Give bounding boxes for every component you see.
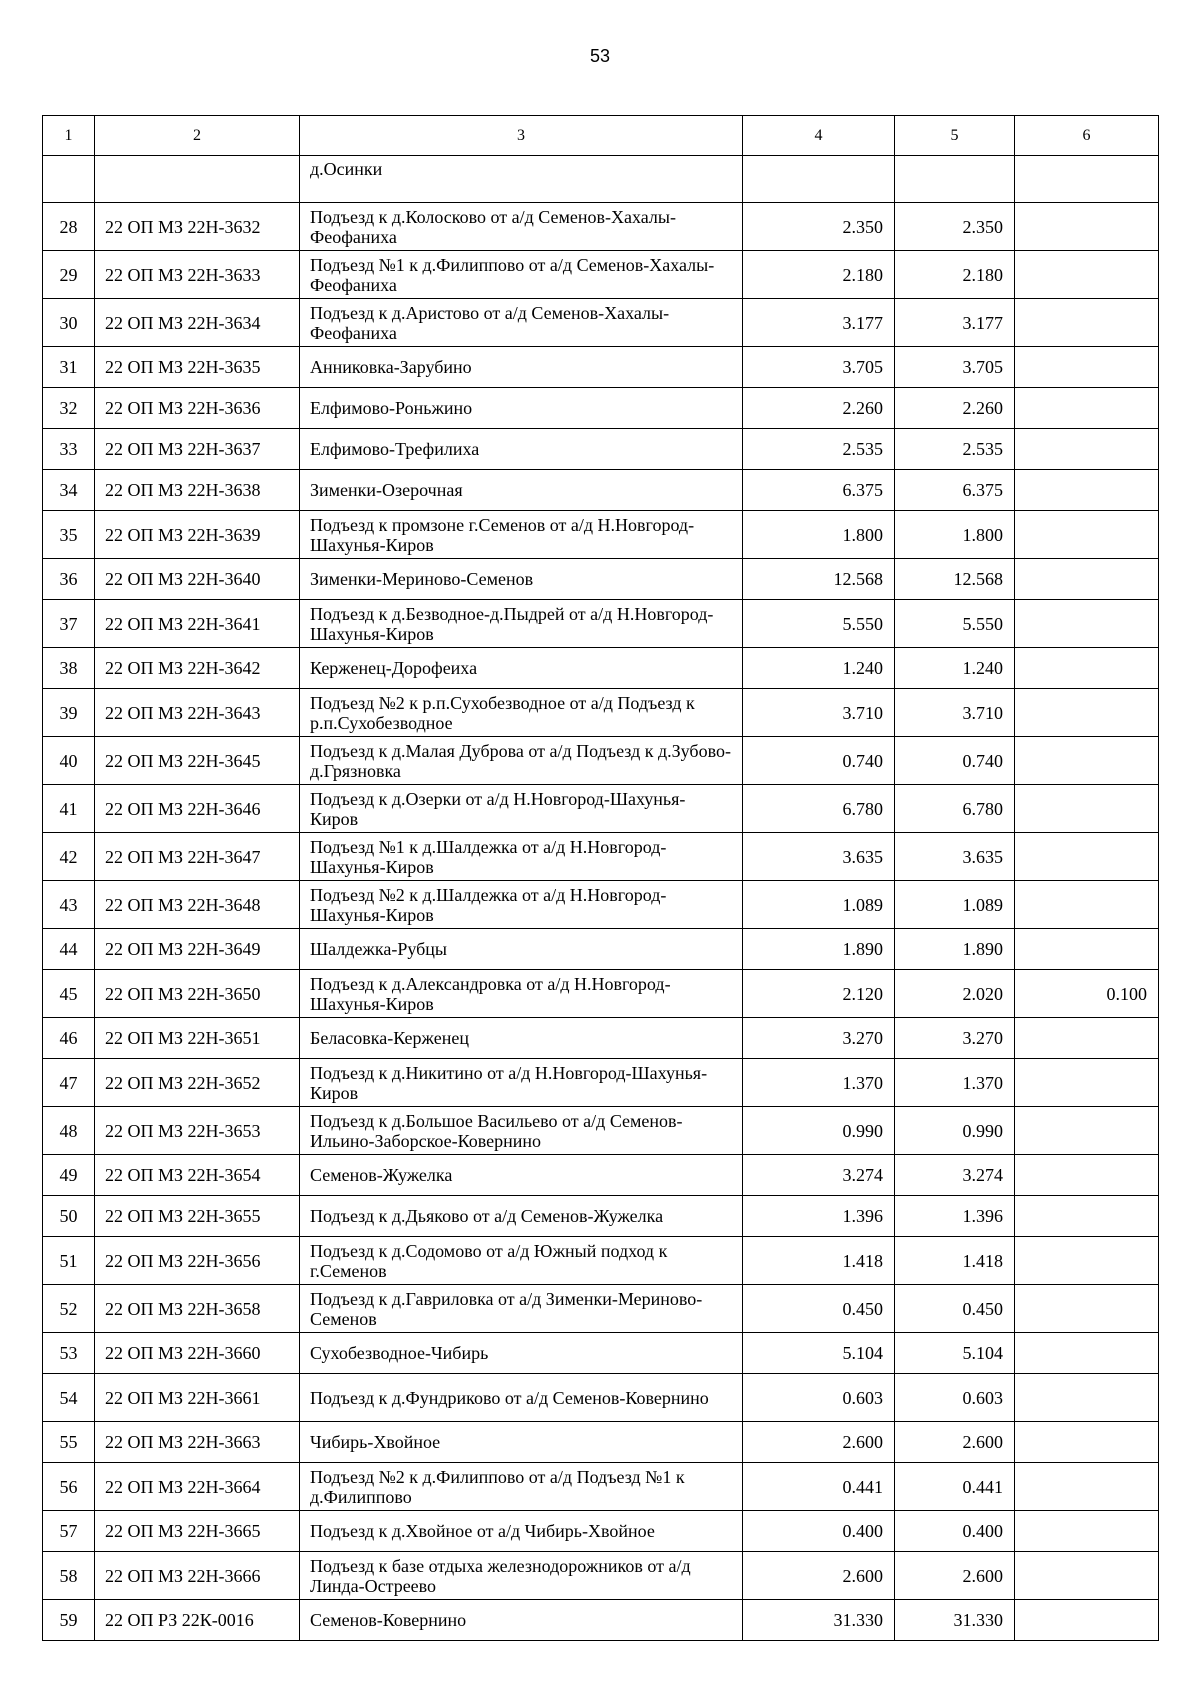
cell-length-6 bbox=[1015, 388, 1159, 429]
cell-length-total: 2.600 bbox=[743, 1422, 895, 1463]
cell-number: 54 bbox=[43, 1374, 95, 1422]
cell-number: 47 bbox=[43, 1059, 95, 1107]
cell-number: 42 bbox=[43, 833, 95, 881]
cell-road-code: 22 ОП МЗ 22Н-3665 bbox=[95, 1511, 300, 1552]
cell-road-code: 22 ОП МЗ 22Н-3632 bbox=[95, 203, 300, 251]
cell-length-6 bbox=[1015, 1237, 1159, 1285]
cell-number: 57 bbox=[43, 1511, 95, 1552]
table-row bbox=[43, 1333, 1159, 1374]
page-number: 53 bbox=[589, 46, 611, 66]
cell-number: 53 bbox=[43, 1333, 95, 1374]
cell-length-5: 0.400 bbox=[895, 1511, 1015, 1552]
cell-road-name: Семенов-Ковернино bbox=[300, 1600, 743, 1641]
table-row bbox=[43, 1285, 1159, 1333]
table-row bbox=[43, 737, 1159, 785]
cell-empty bbox=[895, 156, 1015, 203]
cell-road-code: 22 ОП МЗ 22Н-3641 bbox=[95, 600, 300, 648]
table-row bbox=[43, 929, 1159, 970]
cell-number: 33 bbox=[43, 429, 95, 470]
cell-road-code: 22 ОП МЗ 22Н-3650 bbox=[95, 970, 300, 1018]
cell-road-name: Подъезд к д.Никитино от а/д Н.Новгород-Шахунья-Киров bbox=[300, 1059, 743, 1107]
cell-length-total: 1.890 bbox=[743, 929, 895, 970]
cell-length-total: 0.441 bbox=[743, 1463, 895, 1511]
cell-length-total: 2.350 bbox=[743, 203, 895, 251]
cell-number: 40 bbox=[43, 737, 95, 785]
cell-road-name: Зименки-Мериново-Семенов bbox=[300, 559, 743, 600]
cell-length-total: 31.330 bbox=[743, 1600, 895, 1641]
cell-number: 28 bbox=[43, 203, 95, 251]
table-row bbox=[43, 347, 1159, 388]
cell-number: 35 bbox=[43, 511, 95, 559]
cell-length-5: 1.370 bbox=[895, 1059, 1015, 1107]
cell-length-5: 2.020 bbox=[895, 970, 1015, 1018]
cell-road-code: 22 ОП МЗ 22Н-3646 bbox=[95, 785, 300, 833]
cell-length-6 bbox=[1015, 1600, 1159, 1641]
cell-number: 51 bbox=[43, 1237, 95, 1285]
table-row bbox=[43, 1155, 1159, 1196]
cell-length-total: 1.240 bbox=[743, 648, 895, 689]
cell-road-name: Керженец-Дорофеиха bbox=[300, 648, 743, 689]
cell-length-6 bbox=[1015, 881, 1159, 929]
cell-number: 32 bbox=[43, 388, 95, 429]
cell-number: 52 bbox=[43, 1285, 95, 1333]
cell-length-6 bbox=[1015, 600, 1159, 648]
cell-number: 38 bbox=[43, 648, 95, 689]
cell-road-name: Анниковка-Зарубино bbox=[300, 347, 743, 388]
cell-road-name: Подъезд к д.Содомово от а/д Южный подход к г.Семенов bbox=[300, 1237, 743, 1285]
cell-length-6 bbox=[1015, 470, 1159, 511]
cell-empty bbox=[1015, 156, 1159, 203]
cell-road-name: Подъезд к д.Озерки от а/д Н.Новгород-Шахунья-Киров bbox=[300, 785, 743, 833]
cell-length-6 bbox=[1015, 737, 1159, 785]
cell-road-code: 22 ОП МЗ 22Н-3635 bbox=[95, 347, 300, 388]
cell-length-5: 3.635 bbox=[895, 833, 1015, 881]
cell-road-code: 22 ОП МЗ 22Н-3636 bbox=[95, 388, 300, 429]
table-row bbox=[43, 970, 1159, 1018]
cell-number: 29 bbox=[43, 251, 95, 299]
cell-number: 45 bbox=[43, 970, 95, 1018]
cell-length-total: 2.120 bbox=[743, 970, 895, 1018]
cell-length-6 bbox=[1015, 559, 1159, 600]
cell-length-total: 5.550 bbox=[743, 600, 895, 648]
cell-length-total: 2.535 bbox=[743, 429, 895, 470]
cell-length-5: 2.535 bbox=[895, 429, 1015, 470]
cell-road-name: Подъезд к д.Гавриловка от а/д Зименки-Мериново-Семенов bbox=[300, 1285, 743, 1333]
cell-length-total: 0.603 bbox=[743, 1374, 895, 1422]
table-row bbox=[43, 251, 1159, 299]
table-row bbox=[43, 203, 1159, 251]
cell-road-code: 22 ОП МЗ 22Н-3648 bbox=[95, 881, 300, 929]
cell-number: 31 bbox=[43, 347, 95, 388]
cell-length-total: 0.740 bbox=[743, 737, 895, 785]
cell-length-total: 5.104 bbox=[743, 1333, 895, 1374]
table-row bbox=[43, 1196, 1159, 1237]
cell-length-6 bbox=[1015, 648, 1159, 689]
cell-length-6 bbox=[1015, 1374, 1159, 1422]
cell-number: 34 bbox=[43, 470, 95, 511]
cell-number: 44 bbox=[43, 929, 95, 970]
table-row bbox=[43, 600, 1159, 648]
cell-length-total: 0.400 bbox=[743, 1511, 895, 1552]
cell-length-5: 5.104 bbox=[895, 1333, 1015, 1374]
cell-road-code: 22 ОП МЗ 22Н-3638 bbox=[95, 470, 300, 511]
cell-number: 55 bbox=[43, 1422, 95, 1463]
cell-length-6 bbox=[1015, 689, 1159, 737]
table-row bbox=[43, 1374, 1159, 1422]
table-row bbox=[43, 785, 1159, 833]
cell-road-name: Подъезд к д.Большое Васильево от а/д Семенов-Ильино-Заборское-Ковернино bbox=[300, 1107, 743, 1155]
cell-number: 48 bbox=[43, 1107, 95, 1155]
cell-road-code: 22 ОП РЗ 22К-0016 bbox=[95, 1600, 300, 1641]
cell-length-total: 3.274 bbox=[743, 1155, 895, 1196]
table-row bbox=[43, 1463, 1159, 1511]
cell-length-6 bbox=[1015, 1155, 1159, 1196]
cell-road-name: Подъезд к д.Колосково от а/д Семенов-Хахалы-Феофаниха bbox=[300, 203, 743, 251]
table-row bbox=[43, 1107, 1159, 1155]
cell-length-5: 0.990 bbox=[895, 1107, 1015, 1155]
cell-road-name: Елфимово-Трефилиха bbox=[300, 429, 743, 470]
cell-length-5: 2.600 bbox=[895, 1552, 1015, 1600]
cell-road-code: 22 ОП МЗ 22Н-3634 bbox=[95, 299, 300, 347]
cell-length-5: 1.240 bbox=[895, 648, 1015, 689]
cell-road-name: д.Осинки bbox=[300, 156, 743, 203]
cell-length-5: 6.780 bbox=[895, 785, 1015, 833]
cell-road-name: Подъезд к д.Малая Дуброва от а/д Подъезд к д.Зубово-д.Грязновка bbox=[300, 737, 743, 785]
header-cell: 4 bbox=[743, 116, 895, 156]
cell-length-6 bbox=[1015, 785, 1159, 833]
cell-length-6 bbox=[1015, 203, 1159, 251]
cell-road-code: 22 ОП МЗ 22Н-3656 bbox=[95, 1237, 300, 1285]
cell-road-code: 22 ОП МЗ 22Н-3658 bbox=[95, 1285, 300, 1333]
cell-road-code: 22 ОП МЗ 22Н-3660 bbox=[95, 1333, 300, 1374]
cell-number: 41 bbox=[43, 785, 95, 833]
cell-length-5: 2.260 bbox=[895, 388, 1015, 429]
cell-length-total: 3.635 bbox=[743, 833, 895, 881]
table-row bbox=[43, 1018, 1159, 1059]
header-cell: 2 bbox=[95, 116, 300, 156]
cell-road-name: Подъезд к д.Александровка от а/д Н.Новгород-Шахунья-Киров bbox=[300, 970, 743, 1018]
continuation-row bbox=[43, 156, 1159, 203]
cell-road-code: 22 ОП МЗ 22Н-3645 bbox=[95, 737, 300, 785]
roads-table bbox=[42, 115, 1159, 1641]
cell-length-6 bbox=[1015, 1018, 1159, 1059]
table-row bbox=[43, 388, 1159, 429]
cell-road-name: Подъезд к промзоне г.Семенов от а/д Н.Новгород-Шахунья-Киров bbox=[300, 511, 743, 559]
cell-length-total: 6.780 bbox=[743, 785, 895, 833]
cell-length-6 bbox=[1015, 1422, 1159, 1463]
cell-length-6 bbox=[1015, 1463, 1159, 1511]
cell-length-5: 3.710 bbox=[895, 689, 1015, 737]
cell-length-6 bbox=[1015, 299, 1159, 347]
cell-number: 43 bbox=[43, 881, 95, 929]
cell-road-name: Зименки-Озерочная bbox=[300, 470, 743, 511]
cell-length-total: 3.177 bbox=[743, 299, 895, 347]
cell-road-name: Подъезд к д.Фундриково от а/д Семенов-Ковернино bbox=[300, 1374, 743, 1422]
cell-number: 58 bbox=[43, 1552, 95, 1600]
cell-length-5: 2.350 bbox=[895, 203, 1015, 251]
cell-road-name: Подъезд к базе отдыха железнодорожников от а/д Линда-Остреево bbox=[300, 1552, 743, 1600]
cell-number: 49 bbox=[43, 1155, 95, 1196]
cell-length-6 bbox=[1015, 429, 1159, 470]
cell-length-5: 0.740 bbox=[895, 737, 1015, 785]
cell-length-6 bbox=[1015, 347, 1159, 388]
cell-length-6 bbox=[1015, 1196, 1159, 1237]
cell-road-code: 22 ОП МЗ 22Н-3652 bbox=[95, 1059, 300, 1107]
cell-length-6: 0.100 bbox=[1015, 970, 1159, 1018]
cell-length-5: 3.705 bbox=[895, 347, 1015, 388]
cell-length-total: 2.260 bbox=[743, 388, 895, 429]
cell-number: 39 bbox=[43, 689, 95, 737]
cell-length-total: 1.089 bbox=[743, 881, 895, 929]
cell-length-total: 2.600 bbox=[743, 1552, 895, 1600]
table-row bbox=[43, 1059, 1159, 1107]
cell-road-code: 22 ОП МЗ 22Н-3649 bbox=[95, 929, 300, 970]
cell-road-code: 22 ОП МЗ 22Н-3642 bbox=[95, 648, 300, 689]
cell-length-6 bbox=[1015, 833, 1159, 881]
cell-road-name: Елфимово-Роньжино bbox=[300, 388, 743, 429]
table-row bbox=[43, 648, 1159, 689]
cell-length-total: 0.990 bbox=[743, 1107, 895, 1155]
table-row bbox=[43, 1552, 1159, 1600]
cell-length-5: 3.177 bbox=[895, 299, 1015, 347]
cell-length-total: 2.180 bbox=[743, 251, 895, 299]
header-cell: 3 bbox=[300, 116, 743, 156]
cell-length-5: 1.396 bbox=[895, 1196, 1015, 1237]
cell-length-5: 1.089 bbox=[895, 881, 1015, 929]
table-row bbox=[43, 689, 1159, 737]
table-row bbox=[43, 1600, 1159, 1641]
table-row bbox=[43, 1511, 1159, 1552]
cell-empty bbox=[95, 156, 300, 203]
cell-number: 56 bbox=[43, 1463, 95, 1511]
cell-length-total: 3.270 bbox=[743, 1018, 895, 1059]
cell-length-6 bbox=[1015, 1552, 1159, 1600]
cell-road-code: 22 ОП МЗ 22Н-3647 bbox=[95, 833, 300, 881]
cell-road-code: 22 ОП МЗ 22Н-3651 bbox=[95, 1018, 300, 1059]
cell-road-code: 22 ОП МЗ 22Н-3655 bbox=[95, 1196, 300, 1237]
cell-road-name: Подъезд №1 к д.Шалдежка от а/д Н.Новгород-Шахунья-Киров bbox=[300, 833, 743, 881]
cell-length-6 bbox=[1015, 251, 1159, 299]
cell-road-code: 22 ОП МЗ 22Н-3663 bbox=[95, 1422, 300, 1463]
table-row bbox=[43, 299, 1159, 347]
cell-road-name: Подъезд к д.Хвойное от а/д Чибирь-Хвойное bbox=[300, 1511, 743, 1552]
cell-road-code: 22 ОП МЗ 22Н-3666 bbox=[95, 1552, 300, 1600]
cell-road-code: 22 ОП МЗ 22Н-3633 bbox=[95, 251, 300, 299]
cell-road-name: Беласовка-Керженец bbox=[300, 1018, 743, 1059]
cell-length-5: 1.800 bbox=[895, 511, 1015, 559]
cell-number: 30 bbox=[43, 299, 95, 347]
cell-road-name: Шалдежка-Рубцы bbox=[300, 929, 743, 970]
cell-length-6 bbox=[1015, 929, 1159, 970]
cell-length-5: 6.375 bbox=[895, 470, 1015, 511]
cell-road-name: Подъезд №1 к д.Филиппово от а/д Семенов-Хахалы-Феофаниха bbox=[300, 251, 743, 299]
cell-empty bbox=[743, 156, 895, 203]
cell-number: 36 bbox=[43, 559, 95, 600]
cell-number: 50 bbox=[43, 1196, 95, 1237]
header-cell: 6 bbox=[1015, 116, 1159, 156]
table-row bbox=[43, 511, 1159, 559]
cell-road-name: Чибирь-Хвойное bbox=[300, 1422, 743, 1463]
cell-number: 37 bbox=[43, 600, 95, 648]
cell-road-code: 22 ОП МЗ 22Н-3639 bbox=[95, 511, 300, 559]
cell-length-6 bbox=[1015, 1107, 1159, 1155]
cell-length-total: 3.710 bbox=[743, 689, 895, 737]
table-row bbox=[43, 881, 1159, 929]
cell-length-5: 1.418 bbox=[895, 1237, 1015, 1285]
cell-length-5: 2.180 bbox=[895, 251, 1015, 299]
cell-road-name: Подъезд к д.Безводное-д.Пыдрей от а/д Н.Новгород-Шахунья-Киров bbox=[300, 600, 743, 648]
cell-length-5: 31.330 bbox=[895, 1600, 1015, 1641]
cell-length-6 bbox=[1015, 1511, 1159, 1552]
cell-length-total: 1.800 bbox=[743, 511, 895, 559]
cell-road-name: Семенов-Жужелка bbox=[300, 1155, 743, 1196]
table-row bbox=[43, 1422, 1159, 1463]
cell-road-name: Подъезд №2 к д.Филиппово от а/д Подъезд №1 к д.Филиппово bbox=[300, 1463, 743, 1511]
cell-length-total: 1.396 bbox=[743, 1196, 895, 1237]
cell-length-5: 0.603 bbox=[895, 1374, 1015, 1422]
cell-length-5: 3.270 bbox=[895, 1018, 1015, 1059]
cell-length-total: 12.568 bbox=[743, 559, 895, 600]
cell-road-name: Подъезд к д.Аристово от а/д Семенов-Хахалы-Феофаниха bbox=[300, 299, 743, 347]
table-row bbox=[43, 429, 1159, 470]
cell-road-name: Подъезд №2 к д.Шалдежка от а/д Н.Новгород-Шахунья-Киров bbox=[300, 881, 743, 929]
cell-road-name: Сухобезводное-Чибирь bbox=[300, 1333, 743, 1374]
cell-road-code: 22 ОП МЗ 22Н-3654 bbox=[95, 1155, 300, 1196]
cell-length-6 bbox=[1015, 1333, 1159, 1374]
cell-length-total: 1.418 bbox=[743, 1237, 895, 1285]
cell-length-total: 6.375 bbox=[743, 470, 895, 511]
header-row bbox=[43, 116, 1159, 156]
cell-road-code: 22 ОП МЗ 22Н-3661 bbox=[95, 1374, 300, 1422]
cell-road-code: 22 ОП МЗ 22Н-3640 bbox=[95, 559, 300, 600]
table-row bbox=[43, 833, 1159, 881]
cell-length-6 bbox=[1015, 1285, 1159, 1333]
table-row bbox=[43, 1237, 1159, 1285]
cell-road-code: 22 ОП МЗ 22Н-3643 bbox=[95, 689, 300, 737]
header-cell: 5 bbox=[895, 116, 1015, 156]
table-row bbox=[43, 559, 1159, 600]
cell-road-name: Подъезд к д.Дьяково от а/д Семенов-Жужелка bbox=[300, 1196, 743, 1237]
cell-road-code: 22 ОП МЗ 22Н-3637 bbox=[95, 429, 300, 470]
cell-road-code: 22 ОП МЗ 22Н-3664 bbox=[95, 1463, 300, 1511]
cell-number: 59 bbox=[43, 1600, 95, 1641]
cell-length-total: 0.450 bbox=[743, 1285, 895, 1333]
cell-length-5: 1.890 bbox=[895, 929, 1015, 970]
cell-length-total: 3.705 bbox=[743, 347, 895, 388]
cell-empty bbox=[43, 156, 95, 203]
cell-length-5: 0.450 bbox=[895, 1285, 1015, 1333]
cell-length-5: 0.441 bbox=[895, 1463, 1015, 1511]
header-cell: 1 bbox=[43, 116, 95, 156]
cell-number: 46 bbox=[43, 1018, 95, 1059]
cell-length-5: 5.550 bbox=[895, 600, 1015, 648]
cell-road-name: Подъезд №2 к р.п.Сухобезводное от а/д Подъезд к р.п.Сухобезводное bbox=[300, 689, 743, 737]
table-row bbox=[43, 470, 1159, 511]
cell-length-5: 3.274 bbox=[895, 1155, 1015, 1196]
cell-length-total: 1.370 bbox=[743, 1059, 895, 1107]
cell-length-6 bbox=[1015, 511, 1159, 559]
cell-length-6 bbox=[1015, 1059, 1159, 1107]
cell-road-code: 22 ОП МЗ 22Н-3653 bbox=[95, 1107, 300, 1155]
cell-length-5: 12.568 bbox=[895, 559, 1015, 600]
cell-length-5: 2.600 bbox=[895, 1422, 1015, 1463]
